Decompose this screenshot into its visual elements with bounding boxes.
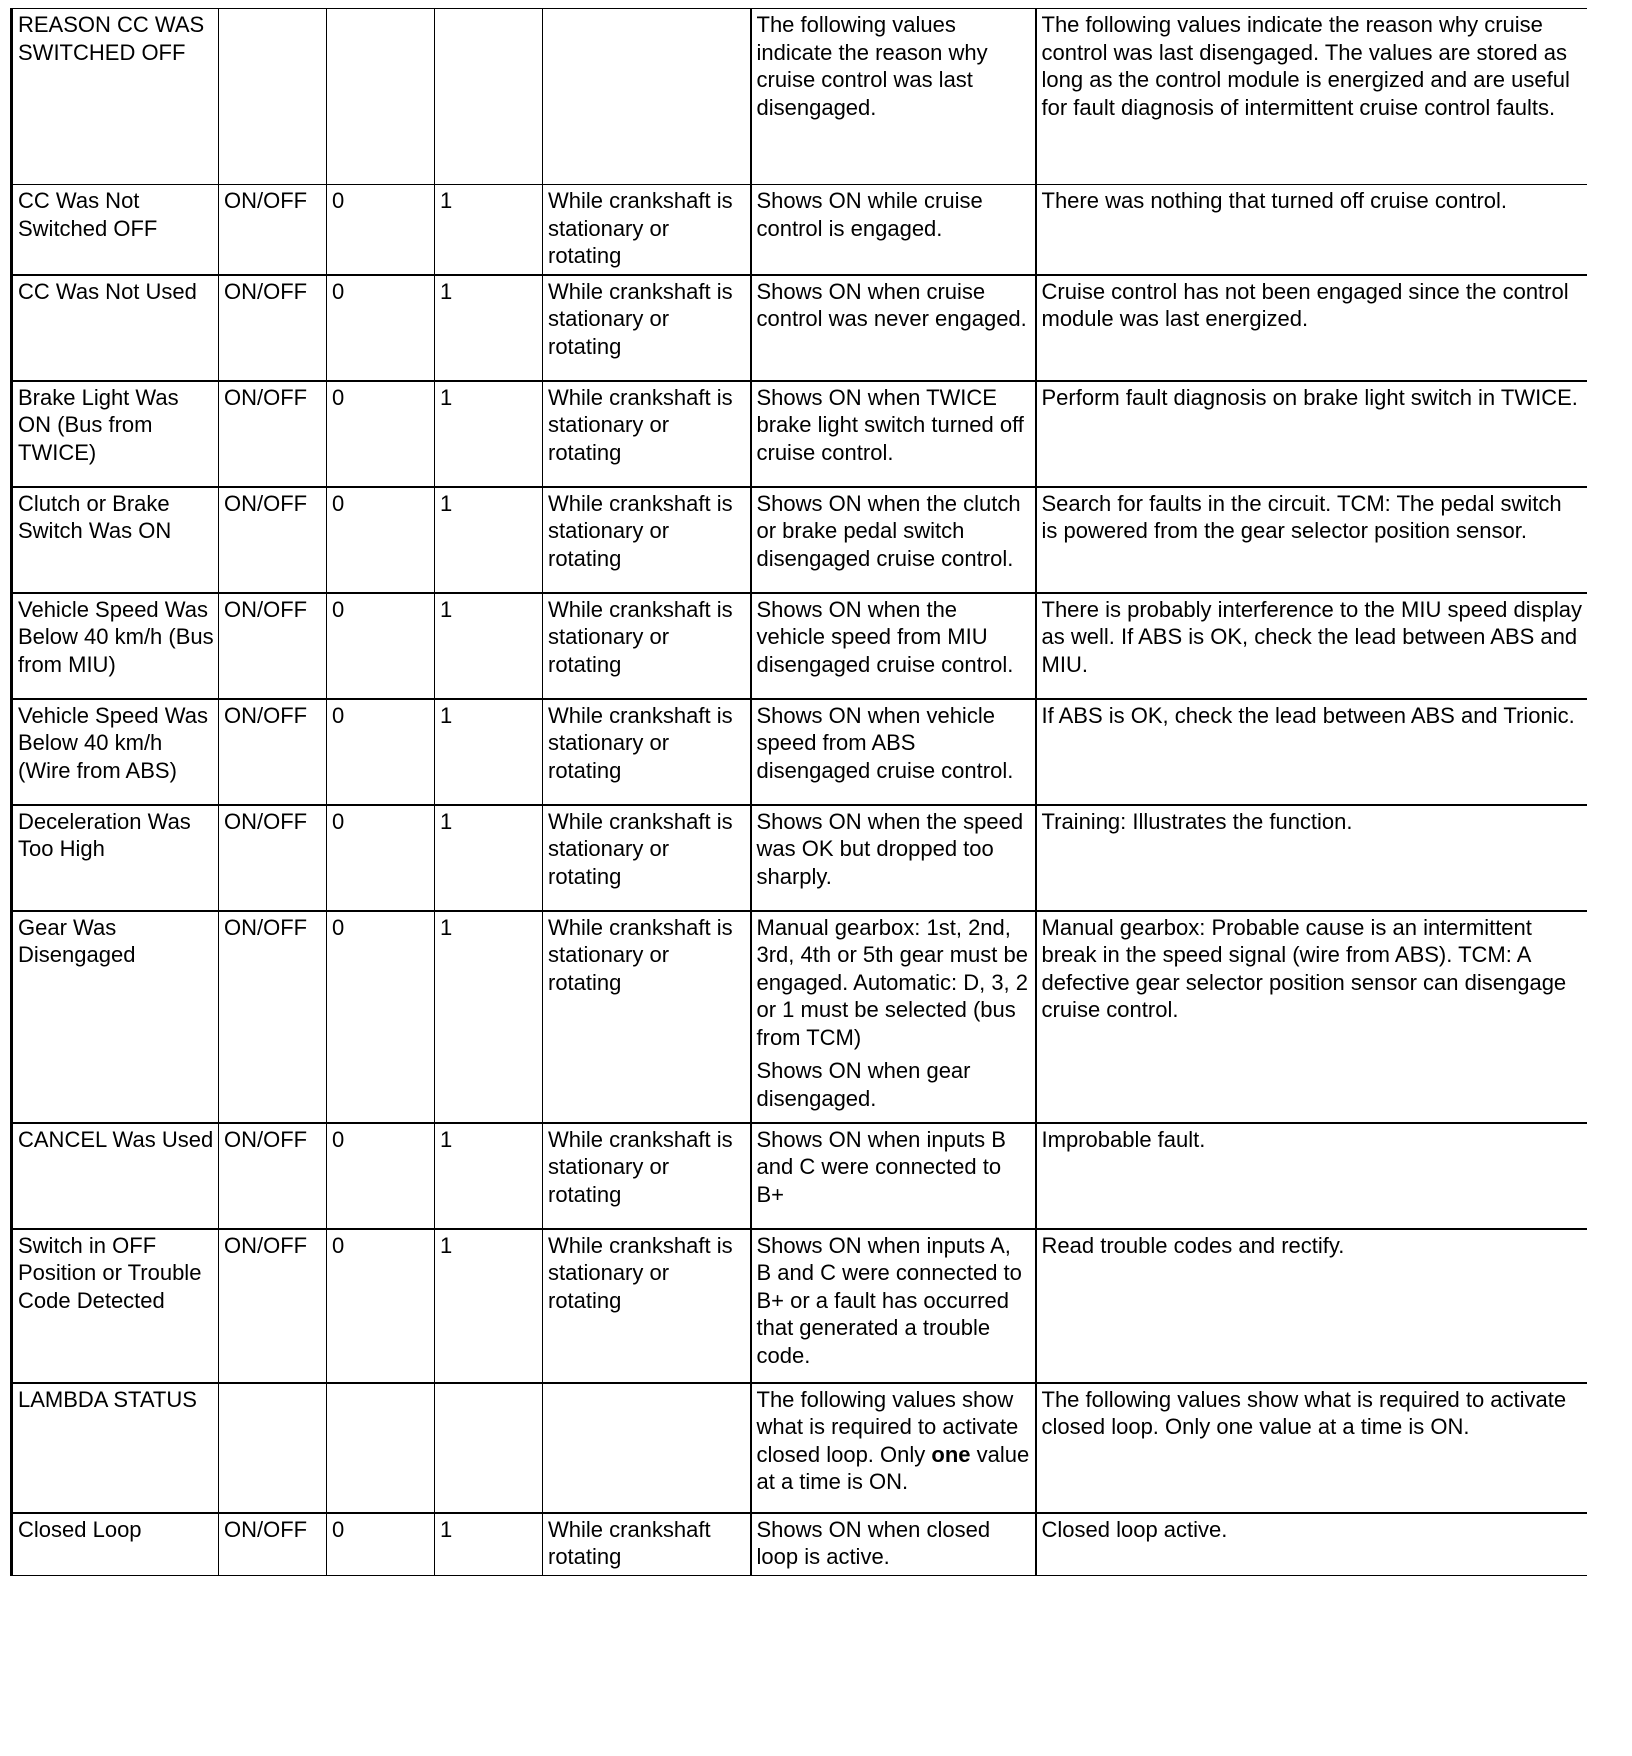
comment-cell: Closed loop active. [1036, 1513, 1587, 1576]
max-value-cell: 1 [435, 275, 543, 381]
table-row [12, 9, 1587, 185]
comment-cell: Manual gearbox: Probable cause is an intermittent break in the speed signal (wire from ABS). TCM: A defective gear selector position sensor can disengage cruise control. [1036, 911, 1587, 1123]
table-row [12, 805, 1587, 911]
comment-cell: Improbable fault. [1036, 1123, 1587, 1229]
table-row [12, 1229, 1587, 1383]
max-value-cell: 1 [435, 381, 543, 487]
max-value-cell: 1 [435, 487, 543, 593]
min-value-cell: 0 [327, 1123, 435, 1229]
comment-cell: Search for faults in the circuit. TCM: The pedal switch is powered from the gear selector position sensor. [1036, 487, 1587, 593]
condition-cell: While crankshaft is stationary or rotating [543, 381, 751, 487]
unit-cell [219, 1383, 327, 1513]
min-value-cell: 0 [327, 185, 435, 275]
parameter-name-cell: REASON CC WAS SWITCHED OFF [12, 9, 219, 185]
description-extra-text: Shows ON when gear disengaged. [756, 1058, 971, 1111]
table-row [12, 1513, 1587, 1576]
comment-cell: If ABS is OK, check the lead between ABS and Trionic. [1036, 699, 1587, 805]
description-cell: Shows ON while cruise control is engaged. [751, 185, 1036, 275]
min-value-cell: 0 [327, 911, 435, 1123]
parameter-name-cell: CANCEL Was Used [12, 1123, 219, 1229]
comment-cell: The following values indicate the reason why cruise control was last disengaged. The values are stored as long as the control module is energized and are useful for fault diagnosis of intermittent cruise control faults. [1036, 9, 1587, 185]
parameter-name-cell: Brake Light Was ON (Bus from TWICE) [12, 381, 219, 487]
condition-cell [543, 1383, 751, 1513]
condition-cell: While crankshaft is stationary or rotating [543, 593, 751, 699]
description-cell: Shows ON when the speed was OK but dropped too sharply. [751, 805, 1036, 911]
description-emphasis: one [931, 1441, 971, 1467]
condition-cell: While crankshaft is stationary or rotating [543, 699, 751, 805]
parameter-name-cell: Vehicle Speed Was Below 40 km/h (Wire from ABS) [12, 699, 219, 805]
table-row [12, 381, 1587, 487]
comment-cell: There was nothing that turned off cruise control. [1036, 185, 1587, 275]
comment-cell: Cruise control has not been engaged since the control module was last energized. [1036, 275, 1587, 381]
min-value-cell: 0 [327, 487, 435, 593]
comment-cell: Read trouble codes and rectify. [1036, 1229, 1587, 1383]
unit-cell: ON/OFF [219, 487, 327, 593]
max-value-cell [435, 9, 543, 185]
parameter-name-cell: Closed Loop [12, 1513, 219, 1576]
condition-cell: While crankshaft is stationary or rotating [543, 805, 751, 911]
unit-cell: ON/OFF [219, 593, 327, 699]
table-row [12, 593, 1587, 699]
description-cell: Shows ON when closed loop is active. [751, 1513, 1036, 1576]
unit-cell: ON/OFF [219, 275, 327, 381]
description-cell: Shows ON when inputs A, B and C were connected to B+ or a fault has occurred that generated a trouble code. [751, 1229, 1036, 1383]
comment-cell: Perform fault diagnosis on brake light switch in TWICE. [1036, 381, 1587, 487]
condition-cell: While crankshaft is stationary or rotating [543, 185, 751, 275]
description-text: value at a time is ON. [756, 1441, 1030, 1494]
condition-cell: While crankshaft is stationary or rotating [543, 911, 751, 1123]
description-cell: Shows ON when inputs B and C were connected to B+ [751, 1123, 1036, 1229]
max-value-cell: 1 [435, 1123, 543, 1229]
unit-cell: ON/OFF [219, 381, 327, 487]
unit-cell: ON/OFF [219, 805, 327, 911]
description-cell [751, 911, 1036, 1123]
parameter-name-cell: Clutch or Brake Switch Was ON [12, 487, 219, 593]
parameter-name-cell: Deceleration Was Too High [12, 805, 219, 911]
unit-cell: ON/OFF [219, 1123, 327, 1229]
comment-cell: Training: Illustrates the function. [1036, 805, 1587, 911]
condition-cell [543, 9, 751, 185]
parameter-name-cell: Switch in OFF Position or Trouble Code Detected [12, 1229, 219, 1383]
max-value-cell: 1 [435, 185, 543, 275]
parameter-name-cell: Vehicle Speed Was Below 40 km/h (Bus from MIU) [12, 593, 219, 699]
table-row [12, 699, 1587, 805]
description-cell [751, 1383, 1036, 1513]
min-value-cell [327, 1383, 435, 1513]
min-value-cell: 0 [327, 699, 435, 805]
max-value-cell: 1 [435, 593, 543, 699]
description-text: Manual gearbox: 1st, 2nd, 3rd, 4th or 5th gear must be engaged. Automatic: D, 3, 2 or 1 must be selected (bus from TCM) [756, 914, 1029, 1050]
parameter-name-cell: CC Was Not Used [12, 275, 219, 381]
description-cell: Shows ON when the vehicle speed from MIU disengaged cruise control. [751, 593, 1036, 699]
comment-cell: There is probably interference to the MIU speed display as well. If ABS is OK, check the lead between ABS and MIU. [1036, 593, 1587, 699]
min-value-cell [327, 9, 435, 185]
unit-cell: ON/OFF [219, 1513, 327, 1576]
condition-cell: While crankshaft is stationary or rotating [543, 1123, 751, 1229]
condition-cell: While crankshaft is stationary or rotating [543, 487, 751, 593]
comment-cell: The following values show what is required to activate closed loop. Only one value at a time is ON. [1036, 1383, 1587, 1513]
description-cell: Shows ON when TWICE brake light switch turned off cruise control. [751, 381, 1036, 487]
unit-cell: ON/OFF [219, 185, 327, 275]
unit-cell [219, 9, 327, 185]
description-cell: Shows ON when cruise control was never engaged. [751, 275, 1036, 381]
min-value-cell: 0 [327, 1229, 435, 1383]
max-value-cell: 1 [435, 1229, 543, 1383]
unit-cell: ON/OFF [219, 699, 327, 805]
min-value-cell: 0 [327, 381, 435, 487]
unit-cell: ON/OFF [219, 1229, 327, 1383]
min-value-cell: 0 [327, 593, 435, 699]
condition-cell: While crankshaft is stationary or rotating [543, 275, 751, 381]
parameter-name-cell: Gear Was Disengaged [12, 911, 219, 1123]
table-row [12, 911, 1587, 1123]
diagnostic-parameter-table [10, 8, 1587, 1576]
description-text: The following values show what is required to activate closed loop. Only [756, 1386, 1019, 1467]
parameter-name-cell: CC Was Not Switched OFF [12, 185, 219, 275]
table-row [12, 1123, 1587, 1229]
description-cell: Shows ON when the clutch or brake pedal switch disengaged cruise control. [751, 487, 1036, 593]
max-value-cell: 1 [435, 805, 543, 911]
description-cell: The following values indicate the reason why cruise control was last disengaged. [751, 9, 1036, 185]
parameter-name-cell: LAMBDA STATUS [12, 1383, 219, 1513]
unit-cell: ON/OFF [219, 911, 327, 1123]
max-value-cell [435, 1383, 543, 1513]
max-value-cell: 1 [435, 911, 543, 1123]
min-value-cell: 0 [327, 275, 435, 381]
min-value-cell: 0 [327, 805, 435, 911]
description-cell: Shows ON when vehicle speed from ABS disengaged cruise control. [751, 699, 1036, 805]
table-row [12, 487, 1587, 593]
max-value-cell: 1 [435, 699, 543, 805]
table-row [12, 275, 1587, 381]
min-value-cell: 0 [327, 1513, 435, 1576]
table-row [12, 1383, 1587, 1513]
table-row [12, 185, 1587, 275]
max-value-cell: 1 [435, 1513, 543, 1576]
condition-cell: While crankshaft is stationary or rotating [543, 1229, 751, 1383]
condition-cell: While crankshaft rotating [543, 1513, 751, 1576]
